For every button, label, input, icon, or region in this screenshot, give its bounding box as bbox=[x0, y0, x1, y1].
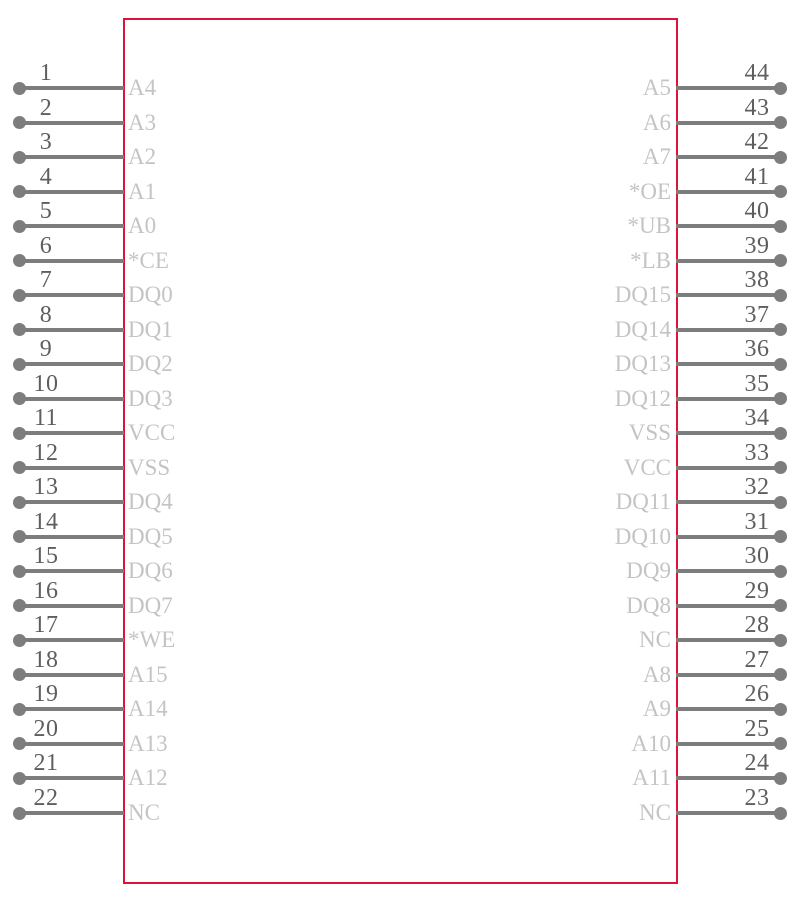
pin-number: 22 bbox=[33, 785, 59, 811]
pin-number: 1 bbox=[39, 60, 53, 86]
pin-number: 17 bbox=[33, 612, 59, 639]
pin-name: A2 bbox=[128, 144, 157, 170]
chip-body-outline bbox=[123, 18, 678, 884]
pin-name: *LB bbox=[630, 247, 671, 273]
pin-wire bbox=[676, 259, 781, 263]
pin-wire bbox=[676, 431, 781, 435]
pin-number: 29 bbox=[744, 577, 770, 604]
pin-name: DQ5 bbox=[128, 523, 173, 549]
pin-wire bbox=[19, 604, 124, 608]
pin-wire bbox=[676, 121, 781, 125]
pin-name: A1 bbox=[128, 178, 157, 204]
pin-number: 39 bbox=[744, 232, 770, 259]
pin-number: 44 bbox=[744, 60, 770, 86]
pin-number: 41 bbox=[744, 163, 770, 190]
pin-wire bbox=[676, 811, 781, 815]
pin-wire bbox=[676, 466, 781, 470]
pin-number: 5 bbox=[39, 198, 53, 225]
pin-wire bbox=[676, 190, 781, 194]
pin-number: 8 bbox=[39, 301, 53, 328]
pin-wire bbox=[19, 224, 124, 228]
pin-wire bbox=[19, 569, 124, 573]
pin-number: 11 bbox=[33, 405, 59, 432]
pin-name: A11 bbox=[632, 765, 671, 791]
pin-number: 37 bbox=[744, 301, 770, 328]
pin-wire bbox=[676, 224, 781, 228]
pin-name: A8 bbox=[642, 661, 671, 687]
pin-number: 35 bbox=[744, 370, 770, 397]
pin-wire bbox=[676, 569, 781, 573]
pin-wire bbox=[676, 707, 781, 711]
pin-number: 15 bbox=[33, 543, 59, 570]
pin-name: DQ7 bbox=[128, 592, 173, 618]
pin-number: 6 bbox=[39, 232, 53, 259]
pin-name: *OE bbox=[628, 178, 671, 204]
pin-number: 4 bbox=[39, 163, 53, 190]
pin-number: 10 bbox=[33, 370, 59, 397]
pin-name: *WE bbox=[128, 627, 176, 653]
pin-wire bbox=[19, 673, 124, 677]
pin-name: VCC bbox=[623, 454, 671, 480]
pin-wire bbox=[19, 638, 124, 642]
pin-wire bbox=[676, 776, 781, 780]
pin-name: A6 bbox=[642, 109, 671, 135]
pin-name: NC bbox=[639, 627, 671, 653]
pin-wire bbox=[676, 362, 781, 366]
pin-name: A7 bbox=[642, 144, 671, 170]
pin-number: 2 bbox=[39, 94, 53, 121]
pin-name: VSS bbox=[128, 454, 171, 480]
pin-name: DQ3 bbox=[128, 385, 173, 411]
pin-number: 24 bbox=[744, 750, 770, 777]
pin-number: 34 bbox=[744, 405, 770, 432]
pin-number: 26 bbox=[744, 681, 770, 708]
pin-name: VCC bbox=[128, 420, 176, 446]
pin-name: DQ15 bbox=[614, 282, 671, 308]
pin-wire bbox=[19, 86, 124, 90]
pin-number: 25 bbox=[744, 715, 770, 742]
pin-name: NC bbox=[128, 800, 160, 825]
pin-wire bbox=[676, 86, 781, 90]
pin-wire bbox=[676, 604, 781, 608]
pin-name: A12 bbox=[128, 765, 168, 791]
pin-name: DQ11 bbox=[615, 489, 671, 515]
pin-name: DQ4 bbox=[128, 489, 173, 515]
pin-number: 40 bbox=[744, 198, 770, 225]
pin-wire bbox=[19, 707, 124, 711]
pin-name: VSS bbox=[628, 420, 671, 446]
pin-wire bbox=[19, 466, 124, 470]
pin-wire bbox=[676, 155, 781, 159]
pin-number: 28 bbox=[744, 612, 770, 639]
pin-number: 30 bbox=[744, 543, 770, 570]
pin-name: A3 bbox=[128, 109, 157, 135]
pin-number: 42 bbox=[744, 129, 770, 156]
pin-number: 19 bbox=[33, 681, 59, 708]
pin-name: DQ8 bbox=[626, 592, 671, 618]
pin-wire bbox=[676, 673, 781, 677]
pin-number: 43 bbox=[744, 94, 770, 121]
pin-name: DQ14 bbox=[614, 316, 671, 342]
pin-name: DQ2 bbox=[128, 351, 173, 377]
pin-wire bbox=[676, 500, 781, 504]
pin-wire bbox=[19, 362, 124, 366]
pin-number: 9 bbox=[39, 336, 53, 363]
pin-number: 20 bbox=[33, 715, 59, 742]
pin-name: *UB bbox=[627, 213, 671, 239]
pin-wire bbox=[19, 328, 124, 332]
pin-number: 21 bbox=[33, 750, 59, 777]
pin-name: DQ10 bbox=[614, 523, 671, 549]
pin-name: A0 bbox=[128, 213, 157, 239]
pin-name: DQ1 bbox=[128, 316, 173, 342]
pin-number: 14 bbox=[33, 508, 59, 535]
pin-wire bbox=[19, 121, 124, 125]
pin-name: A15 bbox=[128, 661, 168, 687]
pin-number: 23 bbox=[744, 785, 770, 811]
pin-wire bbox=[19, 293, 124, 297]
pin-number: 27 bbox=[744, 646, 770, 673]
pin-number: 16 bbox=[33, 577, 59, 604]
pin-name: DQ0 bbox=[128, 282, 173, 308]
pin-wire bbox=[19, 190, 124, 194]
pin-name: DQ13 bbox=[614, 351, 671, 377]
pin-name: NC bbox=[639, 800, 671, 825]
pin-wire bbox=[676, 535, 781, 539]
pin-number: 38 bbox=[744, 267, 770, 294]
pin-wire bbox=[676, 328, 781, 332]
pin-name: DQ9 bbox=[626, 558, 671, 584]
pin-wire bbox=[676, 638, 781, 642]
pin-number: 33 bbox=[744, 439, 770, 466]
pin-name: *CE bbox=[128, 247, 169, 273]
pin-wire bbox=[19, 397, 124, 401]
pin-wire bbox=[19, 500, 124, 504]
pin-name: A9 bbox=[642, 696, 671, 722]
pin-name: A10 bbox=[631, 730, 671, 756]
pin-number: 3 bbox=[39, 129, 53, 156]
pin-wire bbox=[19, 535, 124, 539]
pin-wire bbox=[19, 155, 124, 159]
pin-wire bbox=[19, 259, 124, 263]
pin-wire bbox=[19, 742, 124, 746]
pin-number: 7 bbox=[39, 267, 53, 294]
pin-number: 18 bbox=[33, 646, 59, 673]
pin-wire bbox=[676, 397, 781, 401]
pin-number: 32 bbox=[744, 474, 770, 501]
pin-name: A5 bbox=[642, 75, 671, 100]
pin-name: A4 bbox=[128, 75, 157, 100]
pin-name: DQ6 bbox=[128, 558, 173, 584]
pin-name: A13 bbox=[128, 730, 168, 756]
pin-name: A14 bbox=[128, 696, 168, 722]
pin-wire bbox=[19, 431, 124, 435]
pin-name: DQ12 bbox=[614, 385, 671, 411]
pin-wire bbox=[19, 776, 124, 780]
pin-wire bbox=[19, 811, 124, 815]
pin-wire bbox=[676, 293, 781, 297]
pin-number: 36 bbox=[744, 336, 770, 363]
pin-number: 31 bbox=[744, 508, 770, 535]
pin-number: 13 bbox=[33, 474, 59, 501]
pin-number: 12 bbox=[33, 439, 59, 466]
pin-wire bbox=[676, 742, 781, 746]
